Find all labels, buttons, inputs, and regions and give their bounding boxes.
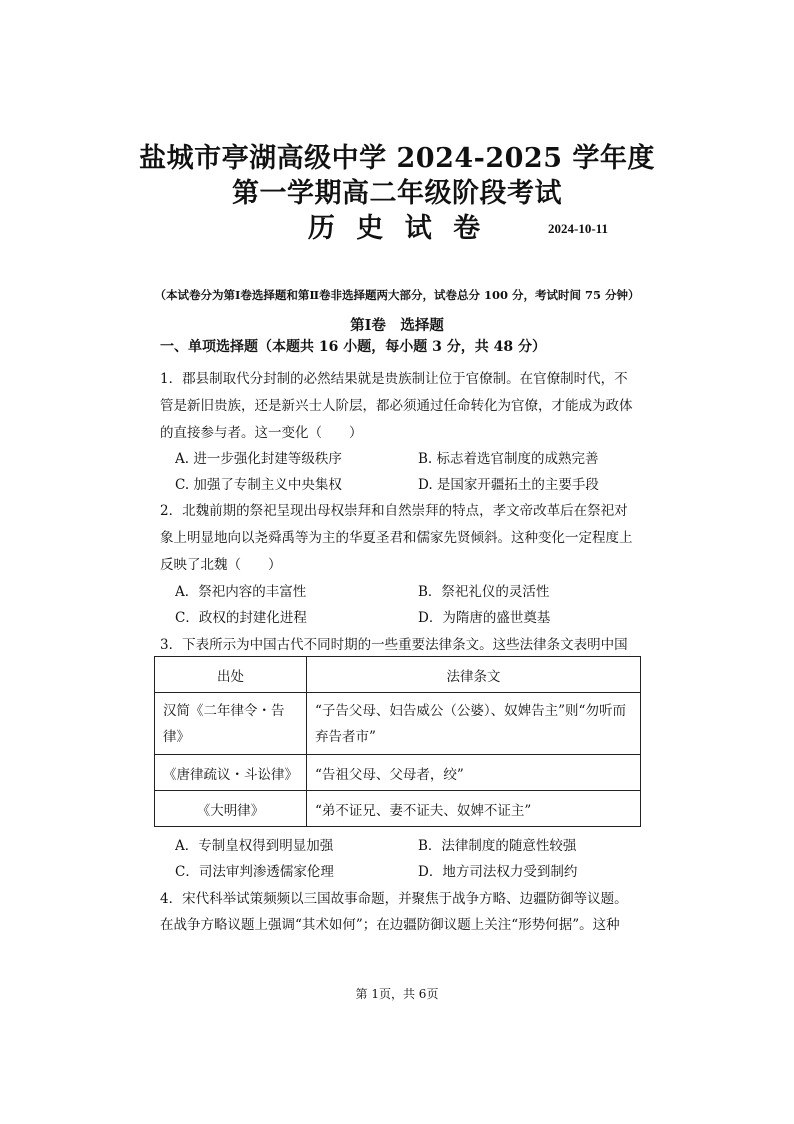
cell-line: 律》 — [163, 728, 190, 745]
cell-line: “子告父母、妇告威公（公婆）、奴婢告主”则“勿听而 — [315, 702, 626, 719]
table-cell-source — [155, 693, 307, 755]
page-footer: 第 1页，共 6页 — [355, 987, 439, 1001]
q3-option-c[interactable]: C．司法审判渗透儒家伦理 — [175, 864, 334, 880]
q1-line-1: 1．郡县制取代分封制的必然结果就是贵族制让位于官僚制。在官僚制时代，不 — [160, 371, 628, 387]
q2-line-1: 2．北魏前期的祭祀呈现出母权崇拜和自然崇拜的特点，孝文帝改革后在祭祀对 — [160, 503, 628, 519]
title-line-2: 第一学期高二年级阶段考试 — [232, 178, 562, 209]
q2-option-c[interactable]: C．政权的封建化进程 — [175, 610, 307, 626]
table-cell-source: 《唐律疏议・斗讼律》 — [155, 755, 307, 791]
title-line-1: 盐城市亭湖高级中学 2024-2025 学年度 — [139, 143, 655, 174]
q3-option-d[interactable]: D．地方司法权力受到制约 — [418, 864, 578, 880]
q3-option-a[interactable]: A．专制皇权得到明显加强 — [175, 838, 334, 854]
q3-line-1: 3．下表所示为中国古代不同时期的一些重要法律条文。这些法律条文表明中国 — [160, 637, 628, 653]
q2-option-b[interactable]: B．祭祀礼仪的灵活性 — [418, 584, 550, 600]
table-cell-text: “告祖父母、父母者，绞” — [307, 755, 641, 791]
q1-line-2: 管是新旧贵族，还是新兴士人阶层，都必须通过任命转化为官僚，才能成为政体 — [160, 398, 633, 414]
q1-option-a[interactable]: A. 进一步强化封建等级秩序 — [175, 451, 342, 467]
cell-line: 弃告者市” — [315, 728, 376, 745]
table-header-text: 法律条文 — [307, 657, 641, 693]
q1-option-d[interactable]: D. 是国家开疆拓土的主要手段 — [418, 477, 599, 493]
section-title: 第Ⅰ卷 选择题 — [350, 317, 444, 334]
cell-line: 汉简《二年律令・告 — [163, 702, 285, 719]
q4-line-1: 4．宋代科举试策频频以三国故事命题，并聚焦于战争方略、边疆防御等议题。 — [160, 891, 628, 907]
q2-line-3: 反映了北魏（ ） — [160, 557, 282, 573]
q1-option-b[interactable]: B. 标志着选官制度的成熟完善 — [418, 451, 599, 467]
q3-option-b[interactable]: B．法律制度的随意性较强 — [418, 838, 577, 854]
table-header-row — [155, 657, 641, 693]
exam-date: 2024-10-11 — [548, 221, 608, 236]
part-heading: 一、单项选择题（本题共 16 小题，每小题 3 分，共 48 分） — [160, 339, 546, 355]
table-cell-text — [307, 693, 641, 755]
table-row — [155, 791, 641, 827]
exam-note: （本试卷分为第Ⅰ卷选择题和第Ⅱ卷非选择题两大部分，试卷总分 100 分，考试时间 75 分钟） — [154, 288, 640, 302]
table-cell-text: “弟不证兄、妻不证夫、奴婢不证主” — [307, 791, 641, 827]
q4-line-2: 在战争方略议题上强调“其术如何”；在边疆防御议题上关注“形势何据”。这种 — [160, 917, 620, 933]
table-row — [155, 755, 641, 791]
table-header-source: 出处 — [155, 657, 307, 693]
title-line-3: 历 史 试 卷 — [307, 213, 487, 244]
law-table — [154, 656, 641, 827]
table-row — [155, 693, 641, 755]
table-cell-source: 《大明律》 — [155, 791, 307, 827]
q1-option-c[interactable]: C. 加强了专制主义中央集权 — [175, 477, 342, 493]
q1-line-3: 的直接参与者。这一变化（ ） — [160, 425, 363, 441]
q2-option-d[interactable]: D．为隋唐的盛世奠基 — [418, 610, 551, 626]
q2-option-a[interactable]: A．祭祀内容的丰富性 — [175, 584, 307, 600]
q2-line-2: 象上明显地向以尧舜禹等为主的华夏圣君和儒家先贤倾斜。这种变化一定程度上 — [160, 530, 633, 546]
